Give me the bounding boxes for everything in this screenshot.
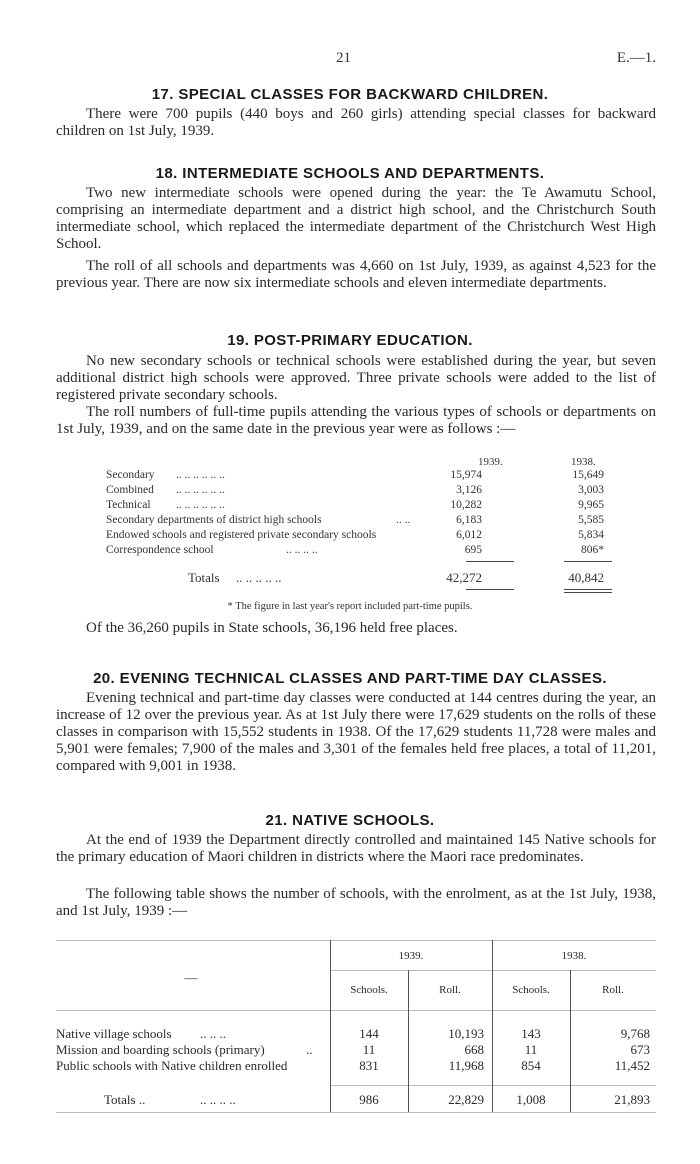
total-rule-1938-b bbox=[564, 592, 612, 593]
row-schools-1938: 854 bbox=[521, 1058, 541, 1073]
document-code: E.—1. bbox=[616, 50, 656, 66]
totals-row: Totals .. .. .. .. .. 42,272 40,842 bbox=[188, 570, 604, 585]
table-row: Endowed schools and registered private secondary schools 6,012 5,834 bbox=[106, 529, 604, 541]
section-21-paragraph-2: The following table shows the number of schools, with the enrolment, as at the 1st July, 1938, and 1st July, 1939 :— bbox=[56, 886, 656, 919]
section-20-paragraph: Evening technical and part-time day classes were conducted at 144 centres during the year, an increase of 12 over the previous year. As at 1st July there were 17,629 students on the rolls of these classes in comparison with 15,552 students in 1938. Of the 17,629 students 11,728 were males and 5,901 were females; 7,900 of the males and 3,301 of the females held free places, a total of 11,201, compared with 9,001 in 1938. bbox=[56, 690, 656, 774]
section-18-heading: 18. INTERMEDIATE SCHOOLS AND DEPARTMENTS. bbox=[155, 165, 545, 182]
total-rule-1939 bbox=[466, 589, 514, 590]
totals-label: Totals .. bbox=[104, 1092, 146, 1107]
table-row: Technical .. .. .. .. .. .. 10,282 9,965 bbox=[106, 499, 604, 511]
section-19-paragraph-2: The roll numbers of full-time pupils attending the various types of schools or departments on 1st July, 1939, and on the same date in the previous year were as follows :— bbox=[56, 404, 656, 437]
row-roll-1939: 11,968 bbox=[448, 1058, 484, 1073]
table-row: Combined .. .. .. .. .. .. 3,126 3,003 bbox=[106, 484, 604, 496]
total-schools-1938: 1,008 bbox=[516, 1092, 546, 1107]
row-dots: .. .. .. bbox=[200, 1026, 226, 1041]
row-label: Public schools with Native children enrolled bbox=[56, 1058, 288, 1073]
col-roll-1939: Roll. bbox=[439, 984, 461, 996]
row-roll-1938: 11,452 bbox=[614, 1058, 650, 1073]
row-dots: .. bbox=[306, 1042, 313, 1057]
table-row: Correspondence school .. .. .. .. 695 806* bbox=[106, 544, 604, 556]
subtotal-rule-1939 bbox=[466, 561, 514, 562]
section-17-heading: 17. SPECIAL CLASSES FOR BACKWARD CHILDREN. bbox=[151, 86, 549, 103]
row-roll-1938: 673 bbox=[630, 1042, 650, 1057]
section-20-heading: 20. EVENING TECHNICAL CLASSES AND PART-TIME DAY CLASSES. bbox=[93, 670, 607, 687]
table-bottom-rule bbox=[56, 1112, 656, 1113]
section-21-heading: 21. NATIVE SCHOOLS. bbox=[265, 812, 435, 829]
section-19-paragraph-1: No new secondary schools or technical schools were established during the year, but seven additional district high schools were approved. Three private schools were added to the list of registered private secondary schools. bbox=[56, 353, 656, 403]
row-label: Native village schools bbox=[56, 1026, 172, 1041]
year-1939-header: 1939. bbox=[398, 950, 424, 962]
section-18-paragraph-2: The roll of all schools and departments was 4,660 on 1st July, 1939, as against 4,523 for the previous year. There are now six intermediate schools and eleven intermediate departments. bbox=[56, 258, 656, 291]
row-roll-1939: 10,193 bbox=[448, 1026, 484, 1041]
col-schools-1939: Schools. bbox=[350, 984, 388, 996]
total-schools-1939: 986 bbox=[359, 1092, 379, 1107]
stub-dash: — bbox=[184, 970, 198, 985]
year-1939-header: 1939. bbox=[478, 456, 503, 468]
total-rule-1938-a bbox=[564, 589, 612, 590]
total-roll-1938: 21,893 bbox=[614, 1092, 650, 1107]
row-roll-1938: 9,768 bbox=[620, 1026, 650, 1041]
totals-top-rule bbox=[330, 1085, 656, 1086]
table-top-rule bbox=[56, 940, 656, 941]
page-header bbox=[0, 50, 700, 70]
row-roll-1939: 668 bbox=[464, 1042, 484, 1057]
col-schools-1938: Schools. bbox=[512, 984, 550, 996]
row-schools-1939: 11 bbox=[362, 1042, 376, 1057]
row-label: Mission and boarding schools (primary) bbox=[56, 1042, 265, 1057]
footnote: * The figure in last year's report included part-time pupils. bbox=[227, 601, 473, 612]
section-17-paragraph: There were 700 pupils (440 boys and 260 girls) attending special classes for backward children on 1st July, 1939. bbox=[56, 106, 656, 139]
subtotal-rule-1938 bbox=[564, 561, 612, 562]
year-1938-header: 1938. bbox=[561, 950, 587, 962]
section-19-paragraph-3: Of the 36,260 pupils in State schools, 36,196 held free places. bbox=[86, 620, 458, 636]
row-schools-1939: 144 bbox=[359, 1026, 379, 1041]
total-roll-1939: 22,829 bbox=[448, 1092, 484, 1107]
row-schools-1938: 143 bbox=[521, 1026, 541, 1041]
col-roll-1938: Roll. bbox=[602, 984, 624, 996]
table-row: Secondary departments of district high schools .. .. 6,183 5,585 bbox=[106, 514, 604, 526]
row-schools-1939: 831 bbox=[359, 1058, 379, 1073]
section-21-paragraph-1: At the end of 1939 the Department directly controlled and maintained 145 Native schools for the primary education of Maori children in districts where the Maori race predominates. bbox=[56, 832, 656, 865]
section-18-paragraph-1: Two new intermediate schools were opened during the year: the Te Awamutu School, comprising an intermediate department and a district high school, and the Christchurch South intermediate school, which replaced the intermediate department of the Christchurch West High School. bbox=[56, 185, 656, 252]
row-schools-1938: 11 bbox=[524, 1042, 538, 1057]
year-1938-header: 1938. bbox=[571, 456, 596, 468]
table-row: Secondary .. .. .. .. .. .. 15,974 15,649 bbox=[106, 469, 604, 481]
header-bottom-rule bbox=[56, 1010, 656, 1011]
page-number: 21 bbox=[336, 50, 351, 66]
section-19-heading: 19. POST-PRIMARY EDUCATION. bbox=[227, 332, 473, 349]
year-header-rule bbox=[330, 970, 656, 971]
totals-dots: .. .. .. .. bbox=[200, 1092, 236, 1107]
